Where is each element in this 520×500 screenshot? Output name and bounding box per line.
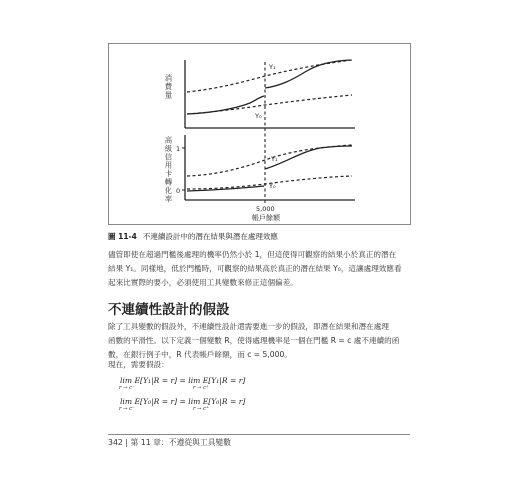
figure-caption [108, 231, 278, 242]
paragraph-3: 現在，需要假設： [108, 360, 169, 369]
paragraph-line: 結果 Y₁。同樣地，低於門檻時，可觀察的結果高於真正的潛在結果 Y₀，這讓處理效應看 [108, 264, 402, 273]
x-axis-label: 帳戶餘額 [252, 214, 280, 222]
x-tick-label: 5,000 [256, 205, 275, 213]
paragraph-2 [108, 320, 410, 362]
section-heading: 不連續性設計的假設 [108, 302, 230, 318]
label-y0-bottom: Y₀ [269, 182, 276, 190]
paragraph-line: 數，在銀行例子中，R 代表帳戶餘額，而 c = 5,000。 [108, 350, 292, 359]
figure-caption-text: 不連續設計中的潛在結果與潛在處理效應 [142, 232, 278, 241]
paragraph-line: 儘管即使在超過門檻後處理的機率仍然小於 1，但這使得可觀察的結果小於真正的潛在 [108, 250, 397, 259]
eq-sub-2: r → c⁺ [193, 385, 209, 391]
eq-sub-3: r → c⁻ [119, 406, 135, 412]
label-y1-bottom: Y₁ [271, 155, 278, 163]
eq-sub-1: r → c⁻ [119, 385, 135, 391]
eq-sub-4: r → c⁺ [193, 406, 209, 412]
top-y0-potential-curve [187, 95, 352, 114]
top-observed-right-curve [265, 60, 350, 88]
potential-outcomes-figure [0, 0, 520, 230]
paragraph-1 [108, 248, 410, 290]
paragraph-line: 函數的平滑性。以下定義一個變數 R，使得處理機率是一個在門檻 R = c 處不連續的函 [108, 336, 400, 345]
bottom-y-axis-label: 高級信用卡轉化率 [164, 136, 173, 204]
equation-2: lim E[Y₀|R = r] = lim E[Y₀|R = r] [120, 397, 246, 406]
figure-frame [109, 44, 411, 225]
footer-rule [108, 434, 410, 435]
tick-label-1: 1 [176, 145, 181, 153]
figure-number: 圖 11-4 [108, 232, 137, 241]
page-footer: 342 | 第 11 章：不遵從與工具變數 [108, 438, 232, 447]
bottom-upper-dashed-curve [187, 145, 352, 176]
top-observed-left-curve [187, 96, 264, 114]
equation-1: lim E[Y₁|R = r] = lim E[Y₁|R = r] [120, 376, 246, 385]
paragraph-line: 除了工具變數的假設外，不連續性設計還需要進一步的假設，即潛在結果和潛在處理 [108, 322, 389, 331]
top-y-axis-label: 消費量 [164, 74, 173, 100]
tick-label-0: 0 [176, 187, 181, 195]
label-y0-top: Y₀ [255, 112, 262, 120]
paragraph-line: 起來比實際的要小，必須使用工具變數來修正這個偏差。 [108, 278, 298, 287]
bottom-observed-right-curve [265, 146, 352, 169]
label-y1-top: Y₁ [269, 63, 276, 71]
